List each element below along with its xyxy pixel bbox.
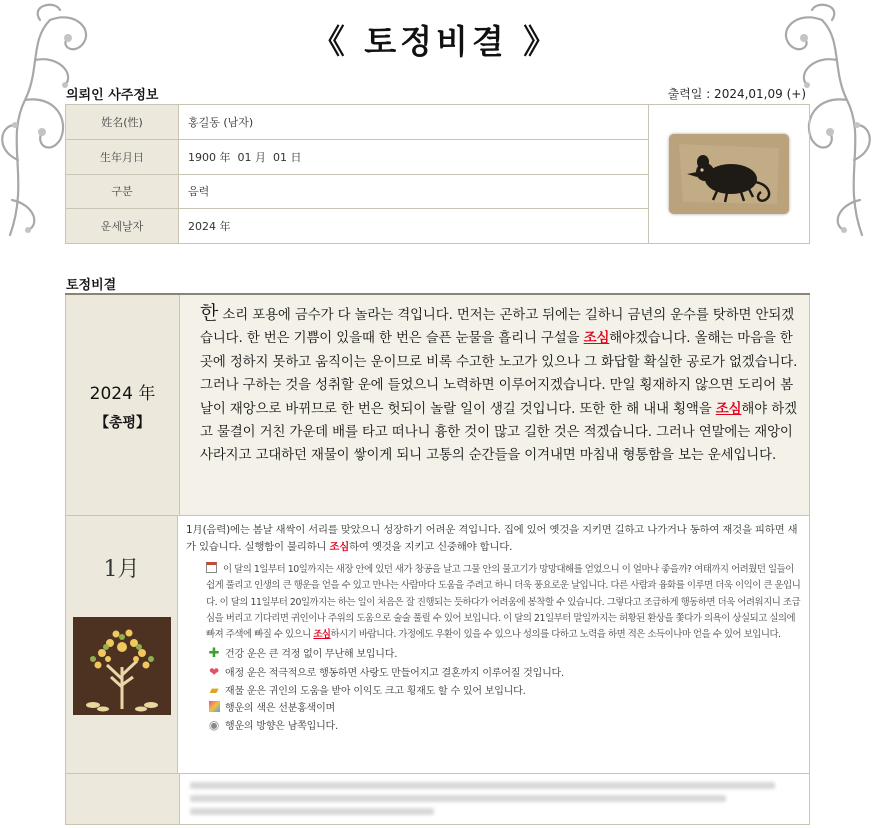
info-value-birth: 1900 年 01 月 01 日 (179, 139, 649, 174)
luck-item-wealth: ▰ 재물 운은 귀인의 도움을 받아 이익도 크고 횡재도 할 수 있어 보입니다. (206, 682, 801, 700)
rat-icon (669, 134, 789, 214)
luck-list (206, 646, 801, 735)
tojeong-heading: 토정비결 (66, 278, 117, 293)
month-intro-text: 1月(음력)에는 봄날 새싹이 서리를 맞았으니 성장하기 어려운 격입니다. 집에 있어 옛것을 지키면 길하고 나가거나 동하여 재것을 피하면 새가 있습니다. 실행함이 불리하니 조심하여 옛것을 지키고 신중해야 합니다. (186, 524, 798, 553)
blurred-line (190, 808, 434, 815)
color-palette-icon (206, 701, 222, 717)
blurred-content (180, 774, 810, 824)
heart-icon: ❤ (209, 664, 219, 679)
info-label-birth: 生年月日 (66, 139, 179, 174)
gold-bar-icon: ▰ (209, 683, 219, 698)
yearly-summary-label-cell (65, 295, 180, 515)
caution-highlight: 조심 (715, 401, 742, 417)
year-label: 2024 年 (89, 383, 156, 404)
month-label-cell-2 (65, 774, 180, 824)
info-label-fortune-date: 운세날자 (66, 209, 179, 244)
tojeong-table (65, 293, 810, 825)
page-title: 《 토정비결 》 (311, 22, 561, 61)
summary-first-char: 한 (200, 302, 219, 324)
calendar-icon (206, 562, 217, 573)
info-value-type: 음력 (179, 174, 649, 209)
client-info-heading: 의뢰인 사주정보 (66, 88, 159, 103)
caution-highlight: 조심 (329, 541, 350, 553)
caution-highlight: 조심 (313, 629, 331, 641)
month-label: 1月 (103, 557, 140, 582)
info-value-name: 홍길동 (남자) (179, 105, 649, 140)
luck-item-direction: ◉ 행운의 방향은 남쪽입니다. (206, 717, 801, 735)
health-cross-icon: ✚ (208, 646, 220, 662)
luck-item-color: 행운의 색은 선분홍색이며 (206, 701, 801, 717)
month-label-cell (65, 516, 178, 773)
info-label-name: 姓名(性) (66, 105, 179, 140)
caution-highlight: 조심 (583, 331, 610, 347)
luck-item-health: ✚ 건강 운은 큰 걱정 없이 무난해 보입니다. (206, 646, 801, 663)
summary-part-1: 소리 포용에 금수가 다 놀라는 격입니다. 먼저는 곤하고 뒤에는 길하니 금년의 운수를 탓하면 안되겠습니다. 한 번은 기쁨이 있을때 한 번은 슬픈 눈물을 흘리니 구설을 (200, 308, 795, 347)
month-row-2-blurred (65, 774, 810, 825)
summary-part-3: 해야 하겠고 물결이 거친 가운데 배를 타고 떠나니 흉한 것이 많고 길한 것은 적겠습니다. 그러나 연말에는 재앙이 사라지고 고대하던 재물이 쌓이게 되니 고통의 순간들을 이겨내면 마침내 형통함을 보는 운세입니다. (200, 401, 797, 464)
month-detail-text: 이 달의 1일부터 10일까지는 새장 안에 있던 새가 창공을 날고 그물 안의 물고기가 망망대해를 얻었으니 이 얼마나 좋을까? 여태까지 어려웠던 일들이 쉽게 풀리고 인생의 큰 행운을 얻을 수 있고 만나는 사람마다 도움을 주려고 하니 더욱 풍요로운 날입니다. 다른 사람과 융화를 이루면 더욱 이익이 큰 운입니다. 이 달의 11일부터 20일까지는 하는 일이 처음은 잘 진행되는 듯하다가 어려움에 봉착할 수 있습니다. 그렇다고 조급하게 행동하면 더욱 어려워지니 조급심을 버리고 기다리면 귀인이나 주위의 도움으로 술술 풀릴 수 있어 보입니다. 이 달의 21일부터 말일까지는 허황된 환상을 쫓다가 의욕이 상실되고 실의에 빠져 주색에 빠질 수 있으니 조심하시기 바랍니다. 가정에도 우환이 있을 수 있으나 성의를 다하고 노력을 하면 적은 소득이나마 얻을 수 있어 보입니다. (206, 564, 801, 641)
blurred-line (190, 782, 775, 789)
zodiac-image-cell (649, 105, 810, 244)
summary-part-2: 해야겠습니다. 올해는 마음을 한 곳에 정하지 못하고 움직이는 운이므로 비록 수고한 노고가 있으나 그 화답할 확실한 공로가 없겠습니다. 그러나 구하는 것을 성취할 운에 들었으니 노력하면 이루어지겠습니다. 만일 횡재하지 않으면 도리어 봄날이 재앙으로 바뀌므로 한 번은 헛되이 놀랄 일이 생길 것입니다. 또한 한 해 내내 횡액을 (200, 331, 798, 417)
yearly-summary-text (200, 302, 801, 468)
info-row-name (66, 105, 810, 140)
money-tree-image (73, 617, 171, 715)
blurred-line (190, 795, 726, 802)
info-value-fortune-date: 2024 年 (179, 209, 649, 244)
print-date: 출력일 : 2024,01,09 (+) (667, 87, 806, 101)
month-row-1 (65, 516, 810, 774)
client-info-table (65, 104, 810, 244)
luck-item-love: ❤ 애정 운은 적극적으로 행동하면 사랑도 만들어지고 결혼까지 이루어질 것입니다. (206, 664, 801, 682)
month-text-cell (178, 516, 810, 773)
info-label-type: 구분 (66, 174, 179, 209)
summary-label: 【총평】 (94, 414, 151, 431)
compass-icon: ◉ (208, 718, 220, 733)
yearly-summary-row (65, 295, 810, 516)
yearly-summary-text-cell (180, 295, 810, 515)
